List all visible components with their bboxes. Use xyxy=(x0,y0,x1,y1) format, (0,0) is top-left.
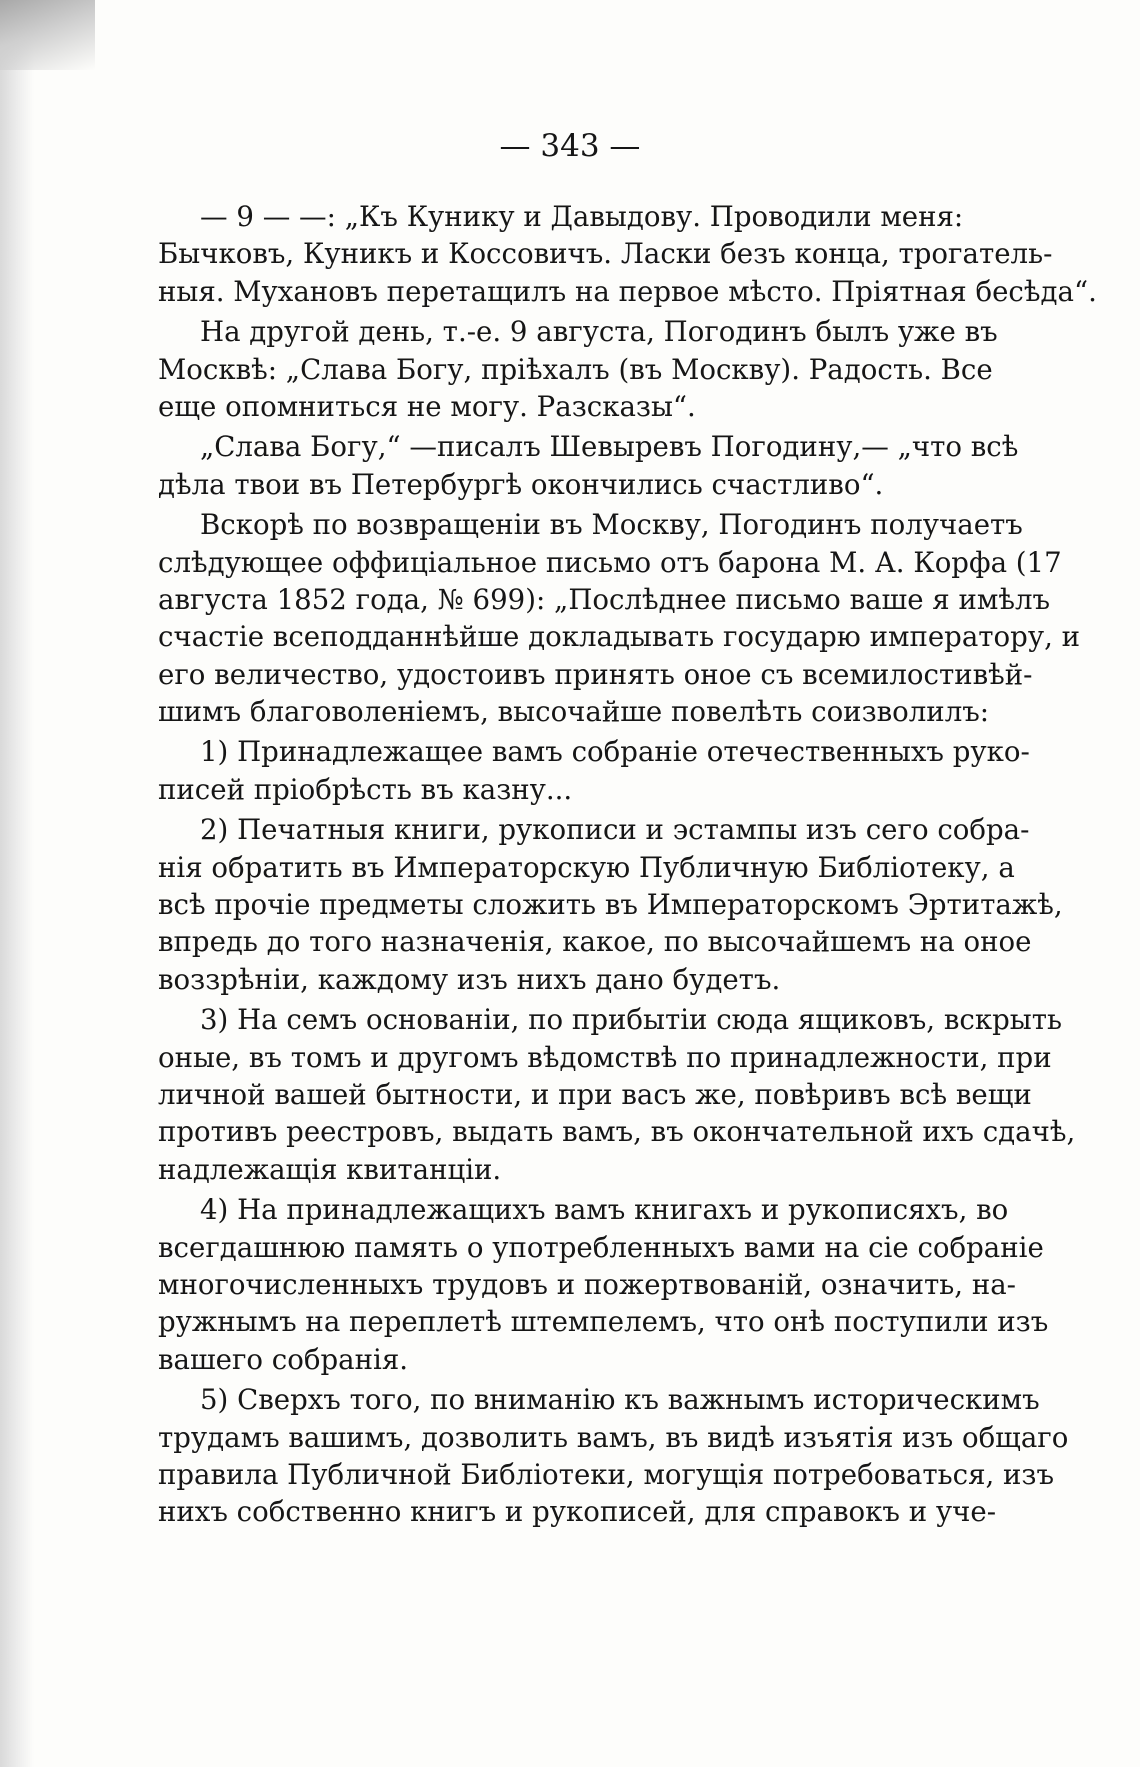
text-line: На другой день, т.-е. 9 августа, Погодинъ былъ уже въ xyxy=(200,315,998,349)
scan-corner-shadow xyxy=(0,0,95,70)
text-line: нія обратить въ Императорскую Публичную Библіотеку, а xyxy=(158,850,1015,884)
text-line: Москвѣ: „Слава Богу, пріѣхалъ (въ Москву). Радость. Все xyxy=(158,352,993,386)
text-line: ныя. Мухановъ перетащилъ на первое мѣсто. Пріятная бесѣда“. xyxy=(158,274,1097,308)
text-line: еще опомниться не могу. Разсказы“. xyxy=(158,389,696,423)
text-line: оные, въ томъ и другомъ вѣдомствѣ по принадлежности, при xyxy=(158,1040,1052,1074)
text-line: „Слава Богу,“ —писалъ Шевыревъ Погодину,— „что всѣ xyxy=(200,430,1019,464)
text-line: Бычковъ, Куникъ и Коссовичъ. Ласки безъ конца, трогатель- xyxy=(158,237,1053,271)
text-line: слѣдующее оффиціальное письмо отъ барона М. А. Корфа (17 xyxy=(158,545,1062,579)
list-item-4 xyxy=(158,1191,1049,1378)
list-item-2 xyxy=(158,811,1063,998)
list-item-3 xyxy=(158,1001,1076,1188)
text-line: счастіе всеподданнѣйше докладывать государю императору, и xyxy=(158,620,1081,654)
list-item-5 xyxy=(158,1381,1069,1531)
text-line: всегдашнюю память о употребленныхъ вами на сіе собраніе xyxy=(158,1230,1044,1264)
paragraph-arrival-moscow xyxy=(158,313,998,425)
text-line: 2) Печатныя книги, рукописи и эстампы изъ сего собра- xyxy=(200,813,1030,847)
text-line: шимъ благоволеніемъ, высочайше повелѣть соизволилъ: xyxy=(158,695,990,729)
text-line: вашего собранія. xyxy=(158,1342,409,1376)
body-text xyxy=(158,198,1097,1531)
text-line: впредь до того назначенія, какое, по высочайшемъ на оное xyxy=(158,925,1032,959)
text-line: 1) Принадлежащее вамъ собраніе отечественныхъ руко- xyxy=(200,735,1030,769)
text-line: Вскорѣ по возвращеніи въ Москву, Погодинъ получаетъ xyxy=(200,508,1023,542)
text-line: 3) На семъ основаніи, по прибытіи сюда ящиковъ, вскрыть xyxy=(200,1003,1062,1037)
text-line: всѣ прочіе предметы сложить въ Императорскомъ Эртитажѣ, xyxy=(158,888,1063,922)
text-line: 4) На принадлежащихъ вамъ книгахъ и рукописяхъ, во xyxy=(200,1193,1009,1227)
text-line: многочисленныхъ трудовъ и пожертвованій, означить, на- xyxy=(158,1267,1016,1301)
scan-edge-shadow xyxy=(0,0,34,1767)
text-line: противъ реестровъ, выдать вамъ, въ окончательной ихъ сдачѣ, xyxy=(158,1115,1076,1149)
text-line: — 9 — —: „Къ Кунику и Давыдову. Проводили меня: xyxy=(200,200,964,233)
list-item-1 xyxy=(158,733,1030,808)
text-line: августа 1852 года, № 699): „Послѣднее письмо ваше я имѣлъ xyxy=(158,582,1051,616)
text-line: писей пріобрѣсть въ казну... xyxy=(158,772,573,806)
text-line: надлежащія квитанціи. xyxy=(158,1152,502,1186)
text-line: дѣла твои въ Петербургѣ окончились счастливо“. xyxy=(158,467,884,501)
text-line: личной вашей бытности, и при васъ же, повѣривъ всѣ вещи xyxy=(158,1077,1032,1111)
text-line: трудамъ вашимъ, дозволить вамъ, въ видѣ изъятія изъ общаго xyxy=(158,1420,1069,1454)
paragraph-diary-entry xyxy=(158,198,1097,310)
text-line: нихъ собственно книгъ и рукописей, для справокъ и уче- xyxy=(158,1495,997,1529)
text-line: воззрѣніи, каждому изъ нихъ дано будетъ. xyxy=(158,962,781,996)
page-number: — 343 — xyxy=(499,128,641,164)
text-line: ружнымъ на переплетѣ штемпелемъ, что онѣ поступили изъ xyxy=(158,1305,1049,1339)
paragraph-korf-letter xyxy=(158,506,1081,730)
text-line: его величество, удостоивъ принять оное съ всемилостивѣй- xyxy=(158,657,1033,691)
paragraph-shevyrev-letter xyxy=(158,428,1019,503)
text-line: правила Публичной Библіотеки, могущія потребоваться, изъ xyxy=(158,1457,1055,1491)
text-line: 5) Сверхъ того, по вниманію къ важнымъ историческимъ xyxy=(200,1383,1040,1417)
